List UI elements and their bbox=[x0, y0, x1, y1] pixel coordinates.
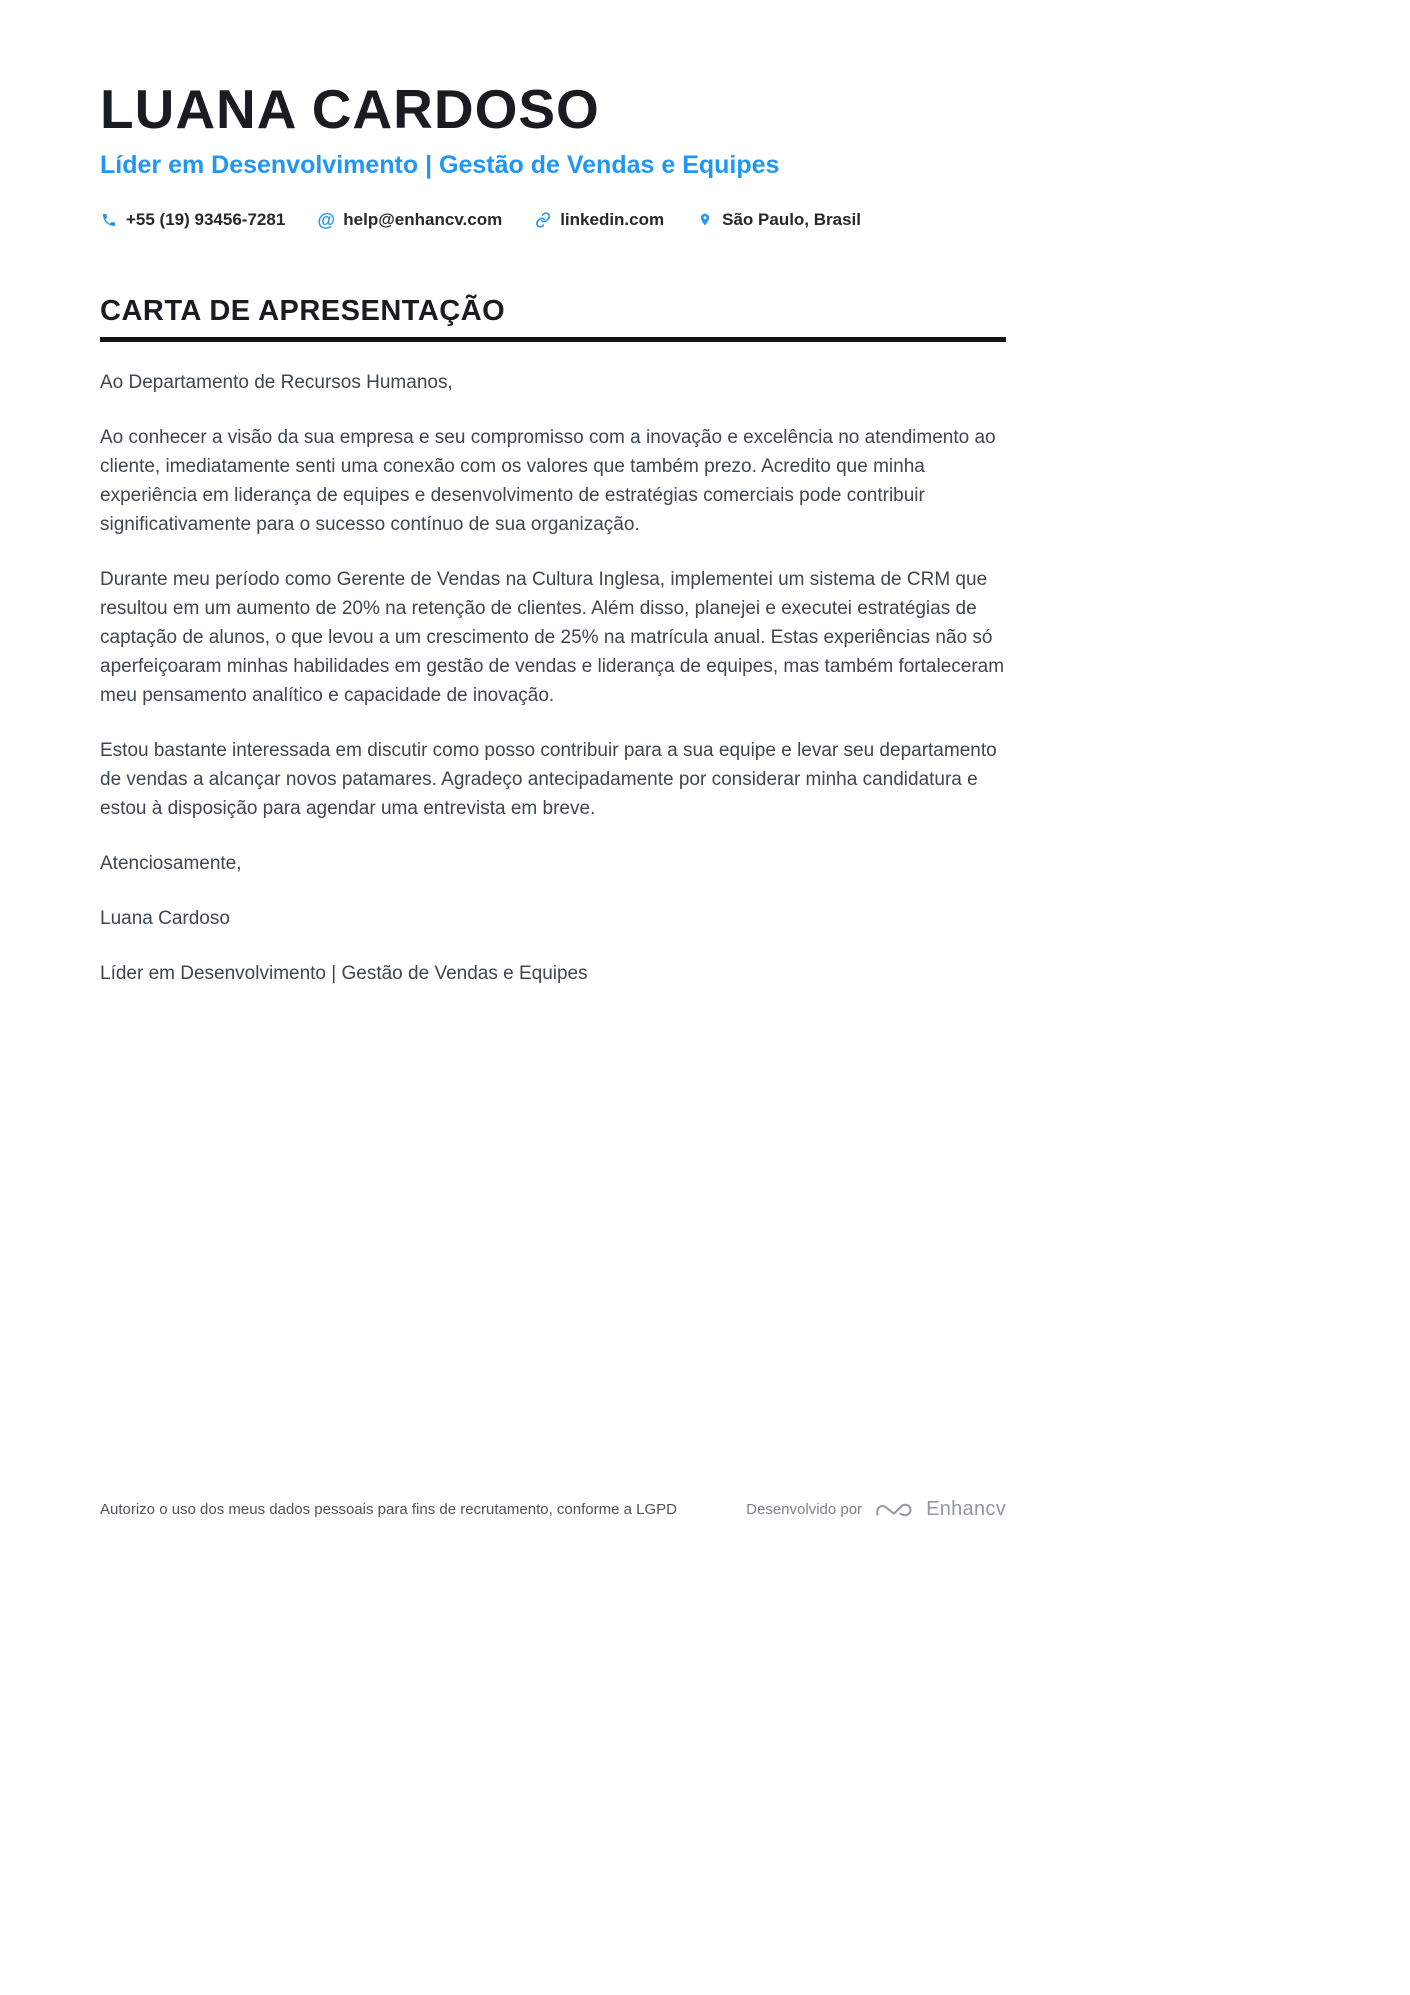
contact-email[interactable] bbox=[317, 210, 502, 230]
letter-paragraph: Ao conhecer a visão da sua empresa e seu compromisso com a inovação e excelência no atendimento ao cliente, imediatamente senti uma conexão com os valores que também prezo. Acredito que minha experiência em liderança de equipes e desenvolvimento de estratégias comerciais pode contribuir significativamente para o sucesso contínuo de sua organização. bbox=[100, 427, 996, 536]
location-icon bbox=[696, 211, 714, 229]
link-icon bbox=[534, 211, 552, 229]
letter-paragraph: Estou bastante interessada em discutir como posso contribuir para a sua equipe e levar seu departamento de vendas a alcançar novos patamares. Agradeço antecipadamente por considerar minha candidatura e estou à disposição para agendar uma entrevista em breve. bbox=[100, 740, 997, 820]
letter-paragraph: Durante meu período como Gerente de Vendas na Cultura Inglesa, implementei um sistema de CRM que resultou em um aumento de 20% na retenção de clientes. Além disso, planejei e executei estratégias de captação de alunos, o que levou a um crescimento de 25% na matrícula anual. Estas experiências não só aperfeiçoaram minhas habilidades em gestão de vendas e liderança de equipes, mas também fortaleceram meu pensamento analítico e capacidade de inovação. bbox=[100, 569, 1005, 707]
letter-paragraph: Ao Departamento de Recursos Humanos, bbox=[100, 372, 453, 394]
contact-phone-text: +55 (19) 93456-7281 bbox=[126, 209, 286, 229]
contact-location-text: São Paulo, Brasil bbox=[722, 209, 862, 229]
person-title: Líder em Desenvolvimento | Gestão de Vendas e Equipes bbox=[100, 151, 780, 179]
contact-linkedin[interactable] bbox=[534, 210, 664, 230]
powered-by[interactable] bbox=[746, 1498, 1006, 1521]
letter-closing: Atenciosamente, bbox=[100, 853, 242, 875]
at-icon: @ bbox=[317, 209, 336, 230]
letter-signature-title: Líder em Desenvolvimento | Gestão de Vendas e Equipes bbox=[100, 963, 588, 985]
phone-icon bbox=[100, 211, 118, 229]
enhancv-logo-icon bbox=[874, 1500, 914, 1520]
contact-location bbox=[696, 210, 861, 230]
contact-phone bbox=[100, 210, 285, 230]
page-content bbox=[100, 0, 1006, 988]
page-footer bbox=[100, 1498, 1006, 1521]
contact-row bbox=[100, 210, 1006, 230]
letter-signature-name: Luana Cardoso bbox=[100, 908, 230, 930]
header bbox=[100, 0, 1006, 230]
person-name: LUANA CARDOSO bbox=[100, 78, 600, 140]
lgpd-consent-text: Autorizo o uso dos meus dados pessoais para fins de recrutamento, conforme a LGPD bbox=[100, 1501, 677, 1518]
powered-by-label: Desenvolvido por bbox=[746, 1501, 863, 1518]
enhancv-brand-text: Enhancv bbox=[926, 1498, 1006, 1520]
contact-linkedin-text: linkedin.com bbox=[560, 209, 665, 229]
contact-email-text: help@enhancv.com bbox=[343, 209, 503, 229]
cover-letter-section bbox=[100, 296, 1006, 989]
section-heading: CARTA DE APRESENTAÇÃO bbox=[100, 296, 1006, 343]
